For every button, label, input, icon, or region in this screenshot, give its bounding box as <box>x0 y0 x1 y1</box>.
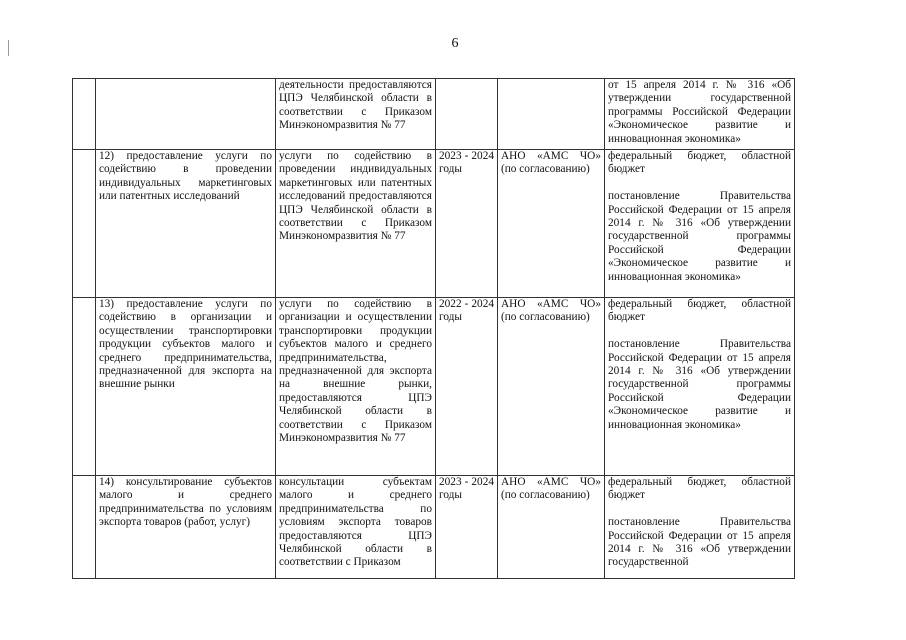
executor-cell: АНО «АМС ЧО» (по согласованию) <box>498 150 605 298</box>
table-row <box>73 150 795 298</box>
basis-text: от 15 апреля 2014 г. № 316 «Об утверждении государственной программы Российской Федерации «Экономическое развитие и инновационная экономика» <box>608 79 791 145</box>
table-row <box>73 298 795 476</box>
period-cell: 2023 - 2024 годы <box>436 150 498 298</box>
funding-text: федеральный бюджет, областной бюджет <box>608 298 791 324</box>
executor-cell: АНО «АМС ЧО» (по согласованию) <box>498 298 605 476</box>
funding-basis-cell <box>605 150 795 298</box>
executor-cell: АНО «АМС ЧО» (по согласованию) <box>498 476 605 579</box>
funding-basis-cell <box>605 476 795 579</box>
row-number-cell <box>73 476 96 579</box>
table-row <box>73 79 795 150</box>
funding-basis-cell <box>605 298 795 476</box>
row-number-cell <box>73 150 96 298</box>
measure-cell: 12) предоставление услуги по содействию в проведении индивидуальных маркетинговых или патентных исследований <box>96 150 276 298</box>
funding-text: федеральный бюджет, областной бюджет <box>608 476 791 502</box>
basis-text: постановление Правительства Российской Федерации от 15 апреля 2014 г. № 316 «Об утверждении государственной <box>608 516 791 569</box>
measure-cell: 14) консультирование субъектов малого и среднего предпринимательства по условиям экспорта товаров (работ, услуг) <box>96 476 276 579</box>
basis-text: постановление Правительства Российской Федерации от 15 апреля 2014 г. № 316 «Об утверждении государственной программы Российской Федерации «Экономическое развитие и инновационная экономика» <box>608 190 791 283</box>
basis-text: постановление Правительства Российской Федерации от 15 апреля 2014 г. № 316 «Об утверждении государственной программы Российской Федерации «Экономическое развитие и инновационная экономика» <box>608 338 791 431</box>
basis-cell <box>605 79 795 150</box>
margin-mark <box>8 40 9 56</box>
content-cell: деятельности предоставляются ЦПЭ Челябинской области в соответствии с Приказом Минэкономразвития № 77 <box>276 79 436 150</box>
row-number-cell <box>73 79 96 150</box>
content-cell: услуги по содействию в проведении индивидуальных маркетинговых или патентных исследований предоставляются ЦПЭ Челябинской области в соответствии с Приказом Минэкономразвития № 77 <box>276 150 436 298</box>
measures-table <box>72 78 795 579</box>
period-cell: 2023 - 2024 годы <box>436 476 498 579</box>
measure-cell: 13) предоставление услуги по содействию в организации и осуществлении транспортировки продукции субъектов малого и среднего предпринимательства, предназначенной для экспорта на внешние рынки <box>96 298 276 476</box>
funding-text: федеральный бюджет, областной бюджет <box>608 150 791 176</box>
table-row <box>73 476 795 579</box>
content-cell: консультации субъектам малого и среднего предпринимательства по условиям экспорта товаров предоставляются ЦПЭ Челябинской области в соответствии с Приказом <box>276 476 436 579</box>
measure-cell <box>96 79 276 150</box>
executor-cell <box>498 79 605 150</box>
content-cell: услуги по содействию в организации и осуществлении транспортировки продукции субъектов малого и среднего предпринимательства, предназначенной для экспорта на внешние рынки, предоставляются ЦПЭ Челябинской области в соответствии с Приказом Минэкономразвития № 77 <box>276 298 436 476</box>
row-number-cell <box>73 298 96 476</box>
page-number: 6 <box>451 36 459 51</box>
period-cell <box>436 79 498 150</box>
period-cell: 2022 - 2024 годы <box>436 298 498 476</box>
